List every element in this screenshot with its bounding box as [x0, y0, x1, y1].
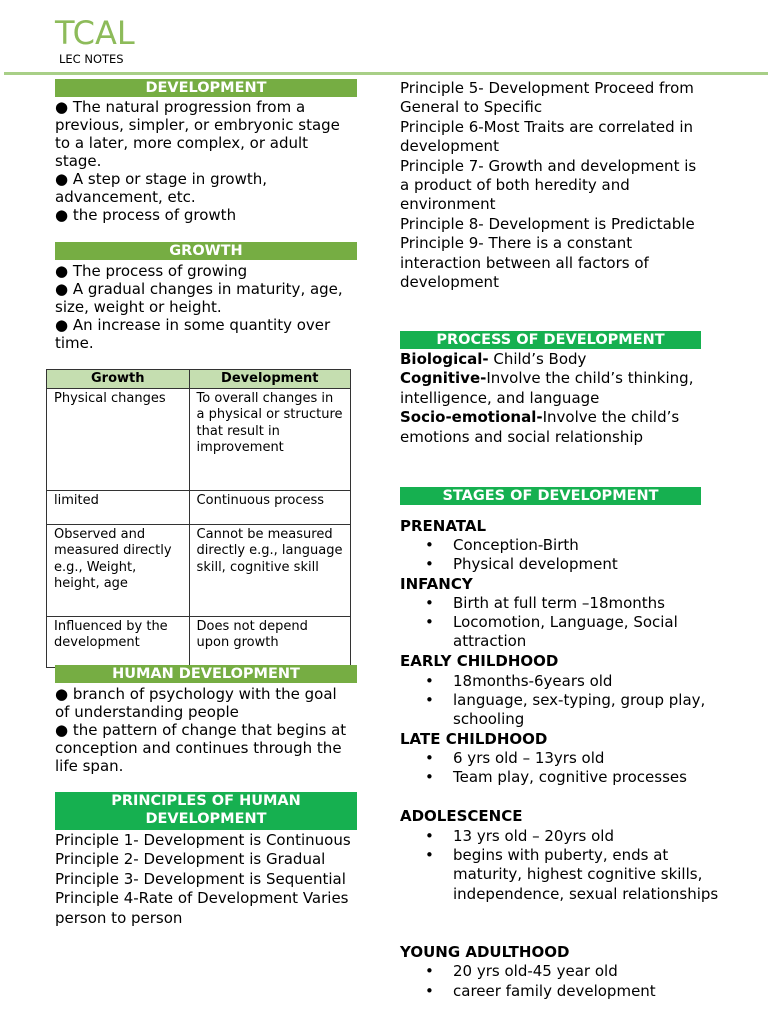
principle-item: Principle 3- Development is Sequential [55, 869, 346, 888]
stage-early-childhood: EARLY CHILDHOOD [400, 652, 559, 670]
list-item: • Locomotion, Language, Social attraction [425, 613, 678, 651]
list-item: ● The natural progression from a previous, simpler, or embryonic stage to a later, more complex, or adult stage. [55, 98, 340, 170]
column-header: Development [189, 370, 350, 389]
header-rule [4, 72, 768, 75]
development-section [55, 98, 355, 224]
table-row [47, 491, 351, 525]
list-item: • Physical development [425, 555, 618, 573]
header-subtitle: LEC NOTES [59, 52, 124, 66]
list-item: • 13 yrs old – 20yrs old [425, 827, 614, 845]
list-item: • Team play, cognitive processes [425, 768, 687, 786]
stage-prenatal: PRENATAL [400, 517, 487, 535]
list-item: Socio-emotional-Involve the child’s emotions and social relationship [400, 408, 680, 446]
list-item: ● A step or stage in growth, advancement, etc. [55, 170, 268, 206]
principle-item: Principle 4-Rate of Development Varies person to person [55, 889, 349, 927]
list-item: • career family development [425, 982, 656, 1000]
principle-item: Principle 7- Growth and development is a product of both heredity and environment [400, 156, 697, 214]
list-item: ● the pattern of change that begins at conception and continues through the life span. [55, 721, 347, 775]
list-item: ● branch of psychology with the goal of understanding people [55, 685, 337, 721]
principles-left [55, 831, 360, 928]
principles-right [400, 79, 705, 292]
logo: TCAL [55, 14, 135, 52]
stage-young-adulthood: YOUNG ADULTHOOD [400, 943, 570, 961]
list-item: ● A gradual changes in maturity, age, size, weight or height. [55, 280, 343, 316]
table-row [47, 389, 351, 491]
stage-late-childhood: LATE CHILDHOOD [400, 730, 548, 748]
list-item: • 18months-6years old [425, 672, 613, 690]
principle-item: Principle 9- There is a constant interaction between all factors of development [400, 234, 649, 292]
principle-item: Principle 1- Development is Continuous [55, 831, 351, 849]
list-item: • language, sex-typing, group play, schooling [425, 691, 706, 729]
table-cell: Influenced by the development [47, 617, 190, 668]
table-header-row [47, 370, 351, 389]
principles-heading: PRINCIPLES OF HUMAN DEVELOPMENT [55, 792, 357, 830]
human-development-section [55, 685, 355, 775]
table-row [47, 617, 351, 668]
principle-item: Principle 2- Development is Gradual [55, 850, 326, 869]
stages-heading: STAGES OF DEVELOPMENT [400, 487, 701, 505]
list-item: ● the process of growth [55, 206, 237, 224]
list-item: • Conception-Birth [425, 536, 579, 554]
growth-heading: GROWTH [55, 242, 357, 260]
growth-section [55, 262, 360, 352]
principle-item: Principle 8- Development is Predictable [400, 214, 695, 233]
list-item: Biological- Child’s Body [400, 350, 587, 368]
table-cell: limited [47, 491, 190, 525]
stage-adolescence: ADOLESCENCE [400, 807, 523, 825]
list-item: • 6 yrs old – 13yrs old [425, 749, 605, 767]
process-section [400, 350, 705, 447]
human-development-heading: HUMAN DEVELOPMENT [55, 665, 357, 683]
table-cell: Continuous process [189, 491, 350, 525]
table-cell: Physical changes [47, 389, 190, 491]
principle-item: Principle 6-Most Traits are correlated in development [400, 117, 694, 156]
list-item: • 20 yrs old-45 year old [425, 962, 618, 980]
table-row [47, 525, 351, 617]
column-header: Growth [47, 370, 190, 389]
table-cell: Does not depend upon growth [189, 617, 350, 668]
process-heading: PROCESS OF DEVELOPMENT [400, 331, 701, 349]
growth-development-table [46, 369, 351, 668]
table-cell: Cannot be measured directly e.g., language skill, cognitive skill [189, 525, 350, 617]
principle-item: Principle 5- Development Proceed from General to Specific [400, 79, 694, 117]
table-cell: To overall changes in a physical or structure that result in improvement [189, 389, 350, 491]
list-item: ● The process of growing [55, 262, 248, 280]
list-item: Cognitive-Involve the child’s thinking, intelligence, and language [400, 369, 694, 407]
list-item: • Birth at full term –18months [425, 594, 665, 612]
list-item: ● An increase in some quantity over time. [55, 316, 331, 352]
list-item: • begins with puberty, ends at maturity, highest cognitive skills, independence, sexual relationships [425, 846, 719, 903]
development-heading: DEVELOPMENT [55, 79, 357, 97]
stage-infancy: INFANCY [400, 575, 473, 593]
table-cell: Observed and measured directly e.g., Weight, height, age [47, 525, 190, 617]
